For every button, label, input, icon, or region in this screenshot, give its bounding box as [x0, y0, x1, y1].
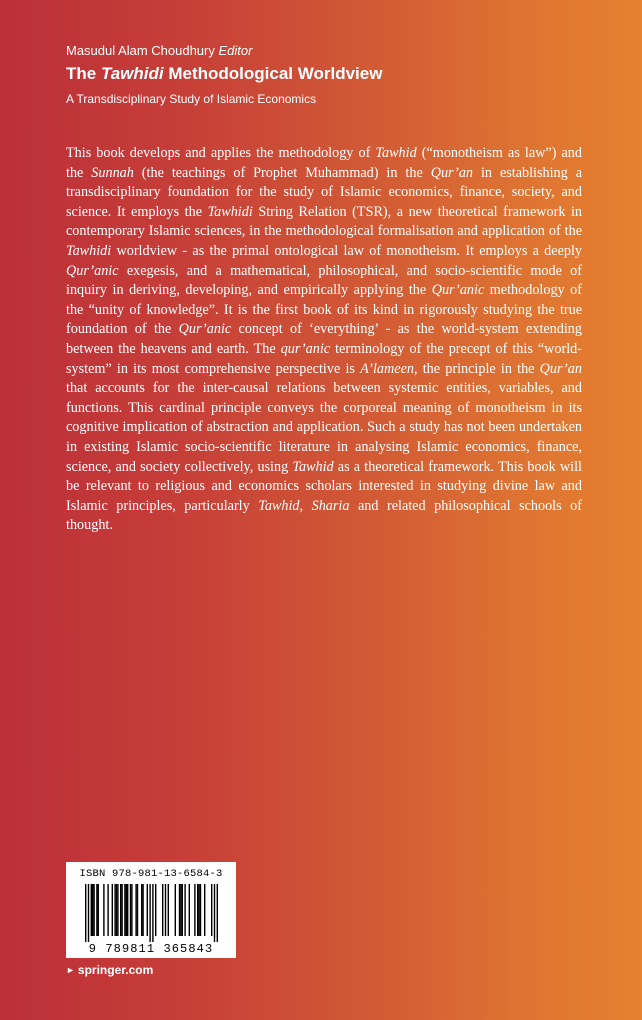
blurb-run: terminology of the precept of this “world-system” in its most comprehensive perspective is	[66, 340, 582, 377]
editor-line	[66, 43, 252, 59]
barcode-bar	[107, 884, 108, 936]
barcode-bar	[131, 884, 132, 936]
arrow-right-icon: ►	[66, 965, 75, 975]
publisher-link[interactable]	[66, 962, 153, 978]
editor-name: Masudul Alam Choudhury	[66, 43, 215, 58]
barcode-bar	[194, 884, 195, 936]
book-subtitle: A Transdisciplinary Study of Islamic Economics	[66, 92, 317, 106]
barcode-bar	[120, 884, 121, 936]
title-suffix: Methodological Worldview	[168, 64, 383, 83]
barcode-bar	[168, 884, 169, 936]
blurb-italic-term: Qur’anic	[178, 321, 232, 338]
barcode-bar	[152, 884, 153, 942]
barcode-bar	[149, 884, 150, 942]
barcode-bar	[141, 884, 142, 936]
blurb-text	[66, 144, 582, 536]
blurb-run: This book develops and applies the methodology of	[66, 145, 376, 161]
barcode-bar	[98, 884, 99, 936]
barcode-bar	[126, 884, 127, 936]
barcode-bar	[85, 884, 86, 942]
barcode-bar	[142, 884, 143, 936]
barcode-bar	[96, 884, 97, 936]
blurb-run: ,	[299, 497, 312, 514]
blurb-run: (the teachings of Prophet Muhammad) in the	[133, 164, 431, 181]
barcode-bar	[93, 884, 94, 936]
title-prefix: The	[66, 64, 97, 83]
barcode-bar	[116, 884, 117, 936]
barcode-bar	[92, 884, 93, 936]
blurb-run: String Relation (TSR), a new theoretical framework in contemporary Islamic sciences, in the methodological formalisation and application of the	[66, 203, 582, 240]
barcode-bar	[112, 884, 113, 936]
barcode-bar	[184, 884, 185, 936]
blurb-italic-term: Qur’anic	[66, 262, 119, 279]
blurb-italic-term: Tawhid	[375, 145, 417, 161]
title-italic: Tawhidi	[100, 64, 164, 83]
blurb-italic-term: Tawhidi	[66, 242, 112, 259]
barcode-bar	[127, 884, 128, 936]
blurb-italic-term: Qur’an	[539, 360, 582, 377]
book-title	[66, 63, 382, 85]
blurb-italic-term: Sharia	[311, 497, 350, 514]
blurb-italic-term: Qur’anic	[431, 282, 485, 299]
barcode-bar	[155, 884, 156, 936]
blurb-italic-term: qur’anic	[280, 340, 331, 357]
barcode-bars	[76, 884, 228, 942]
barcode-bar	[180, 884, 181, 936]
blurb-run: worldview - as the primal ontological law of monotheism. It employs a deeply	[111, 242, 582, 259]
barcode-bar	[88, 884, 89, 942]
publisher-url: springer.com	[77, 963, 154, 977]
barcode-bar	[200, 884, 201, 936]
barcode-bar	[103, 884, 104, 936]
blurb-italic-term: Qur’an	[430, 164, 474, 181]
blurb-italic-term: Tawhid	[258, 497, 300, 514]
barcode-bar	[121, 884, 122, 936]
barcode-bar	[197, 884, 198, 936]
barcode-bar	[114, 884, 115, 936]
barcode-bar	[91, 884, 92, 936]
barcode-bar	[189, 884, 190, 936]
blurb-run: as a theoretical framework. This book will be relevant to religious and economics scholars interested in studying divine law and Islamic principles, particularly	[66, 458, 582, 514]
barcode-bar	[182, 884, 183, 936]
blurb-run: (“monotheism as law”) and the	[66, 145, 582, 181]
barcode-bar	[117, 884, 118, 936]
blurb-italic-term: Tawhid	[292, 458, 334, 475]
blurb-run: and related philosophical schools of thought.	[66, 497, 582, 534]
barcode-bar	[130, 884, 131, 936]
barcode-bar	[162, 884, 163, 936]
barcode-bar	[124, 884, 125, 936]
isbn-label: ISBN 978-981-13-6584-3	[79, 868, 223, 880]
blurb-run: that accounts for the inter-causal relations between systemic entities, variables, and functions. This cardinal principle conveys the corporeal meaning of monotheism in its cognitive implication of abstraction and application. Such a study has not been undertaken in existing Islamic socio-scientific literature in analysing Islamic economics, finance, science, and society collectively, using	[66, 380, 582, 475]
barcode-bar	[211, 884, 212, 936]
blurb-run: , the principle in the	[413, 360, 540, 377]
isbn-barcode	[66, 862, 236, 958]
blurb-run: exegesis, and a mathematical, philosophical, and socio-scientific mode of inquiry in deriving, developing, and empirically applying the	[66, 262, 582, 299]
blurb-run: concept of ‘everything’ - as the world-system extending between the heavens and earth. The	[66, 321, 582, 357]
barcode-bar	[217, 884, 218, 942]
blurb-run: methodology of the “unity of knowledge”. It is the first book of its kind in rigorously studying the true foundation of the	[66, 282, 582, 338]
barcode-bar	[214, 884, 215, 942]
editor-role: Editor	[218, 43, 253, 58]
barcode-bar	[179, 884, 180, 936]
barcode-bar	[137, 884, 138, 936]
blurb-italic-term: Tawhidi	[207, 203, 253, 220]
blurb-run: in establishing a transdisciplinary foundation for the study of Islamic economics, finance, society, and science. It employs the	[66, 164, 582, 220]
blurb-italic-term: A’lameen	[360, 360, 414, 377]
barcode-bar	[165, 884, 166, 936]
barcode-number: 9 789811 365843	[88, 942, 214, 956]
barcode-bar	[135, 884, 136, 936]
barcode-bar	[204, 884, 205, 936]
barcode-bar	[198, 884, 199, 936]
blurb-italic-term: Sunnah	[91, 164, 134, 181]
barcode-bar	[147, 884, 148, 936]
barcode-bar	[175, 884, 176, 936]
